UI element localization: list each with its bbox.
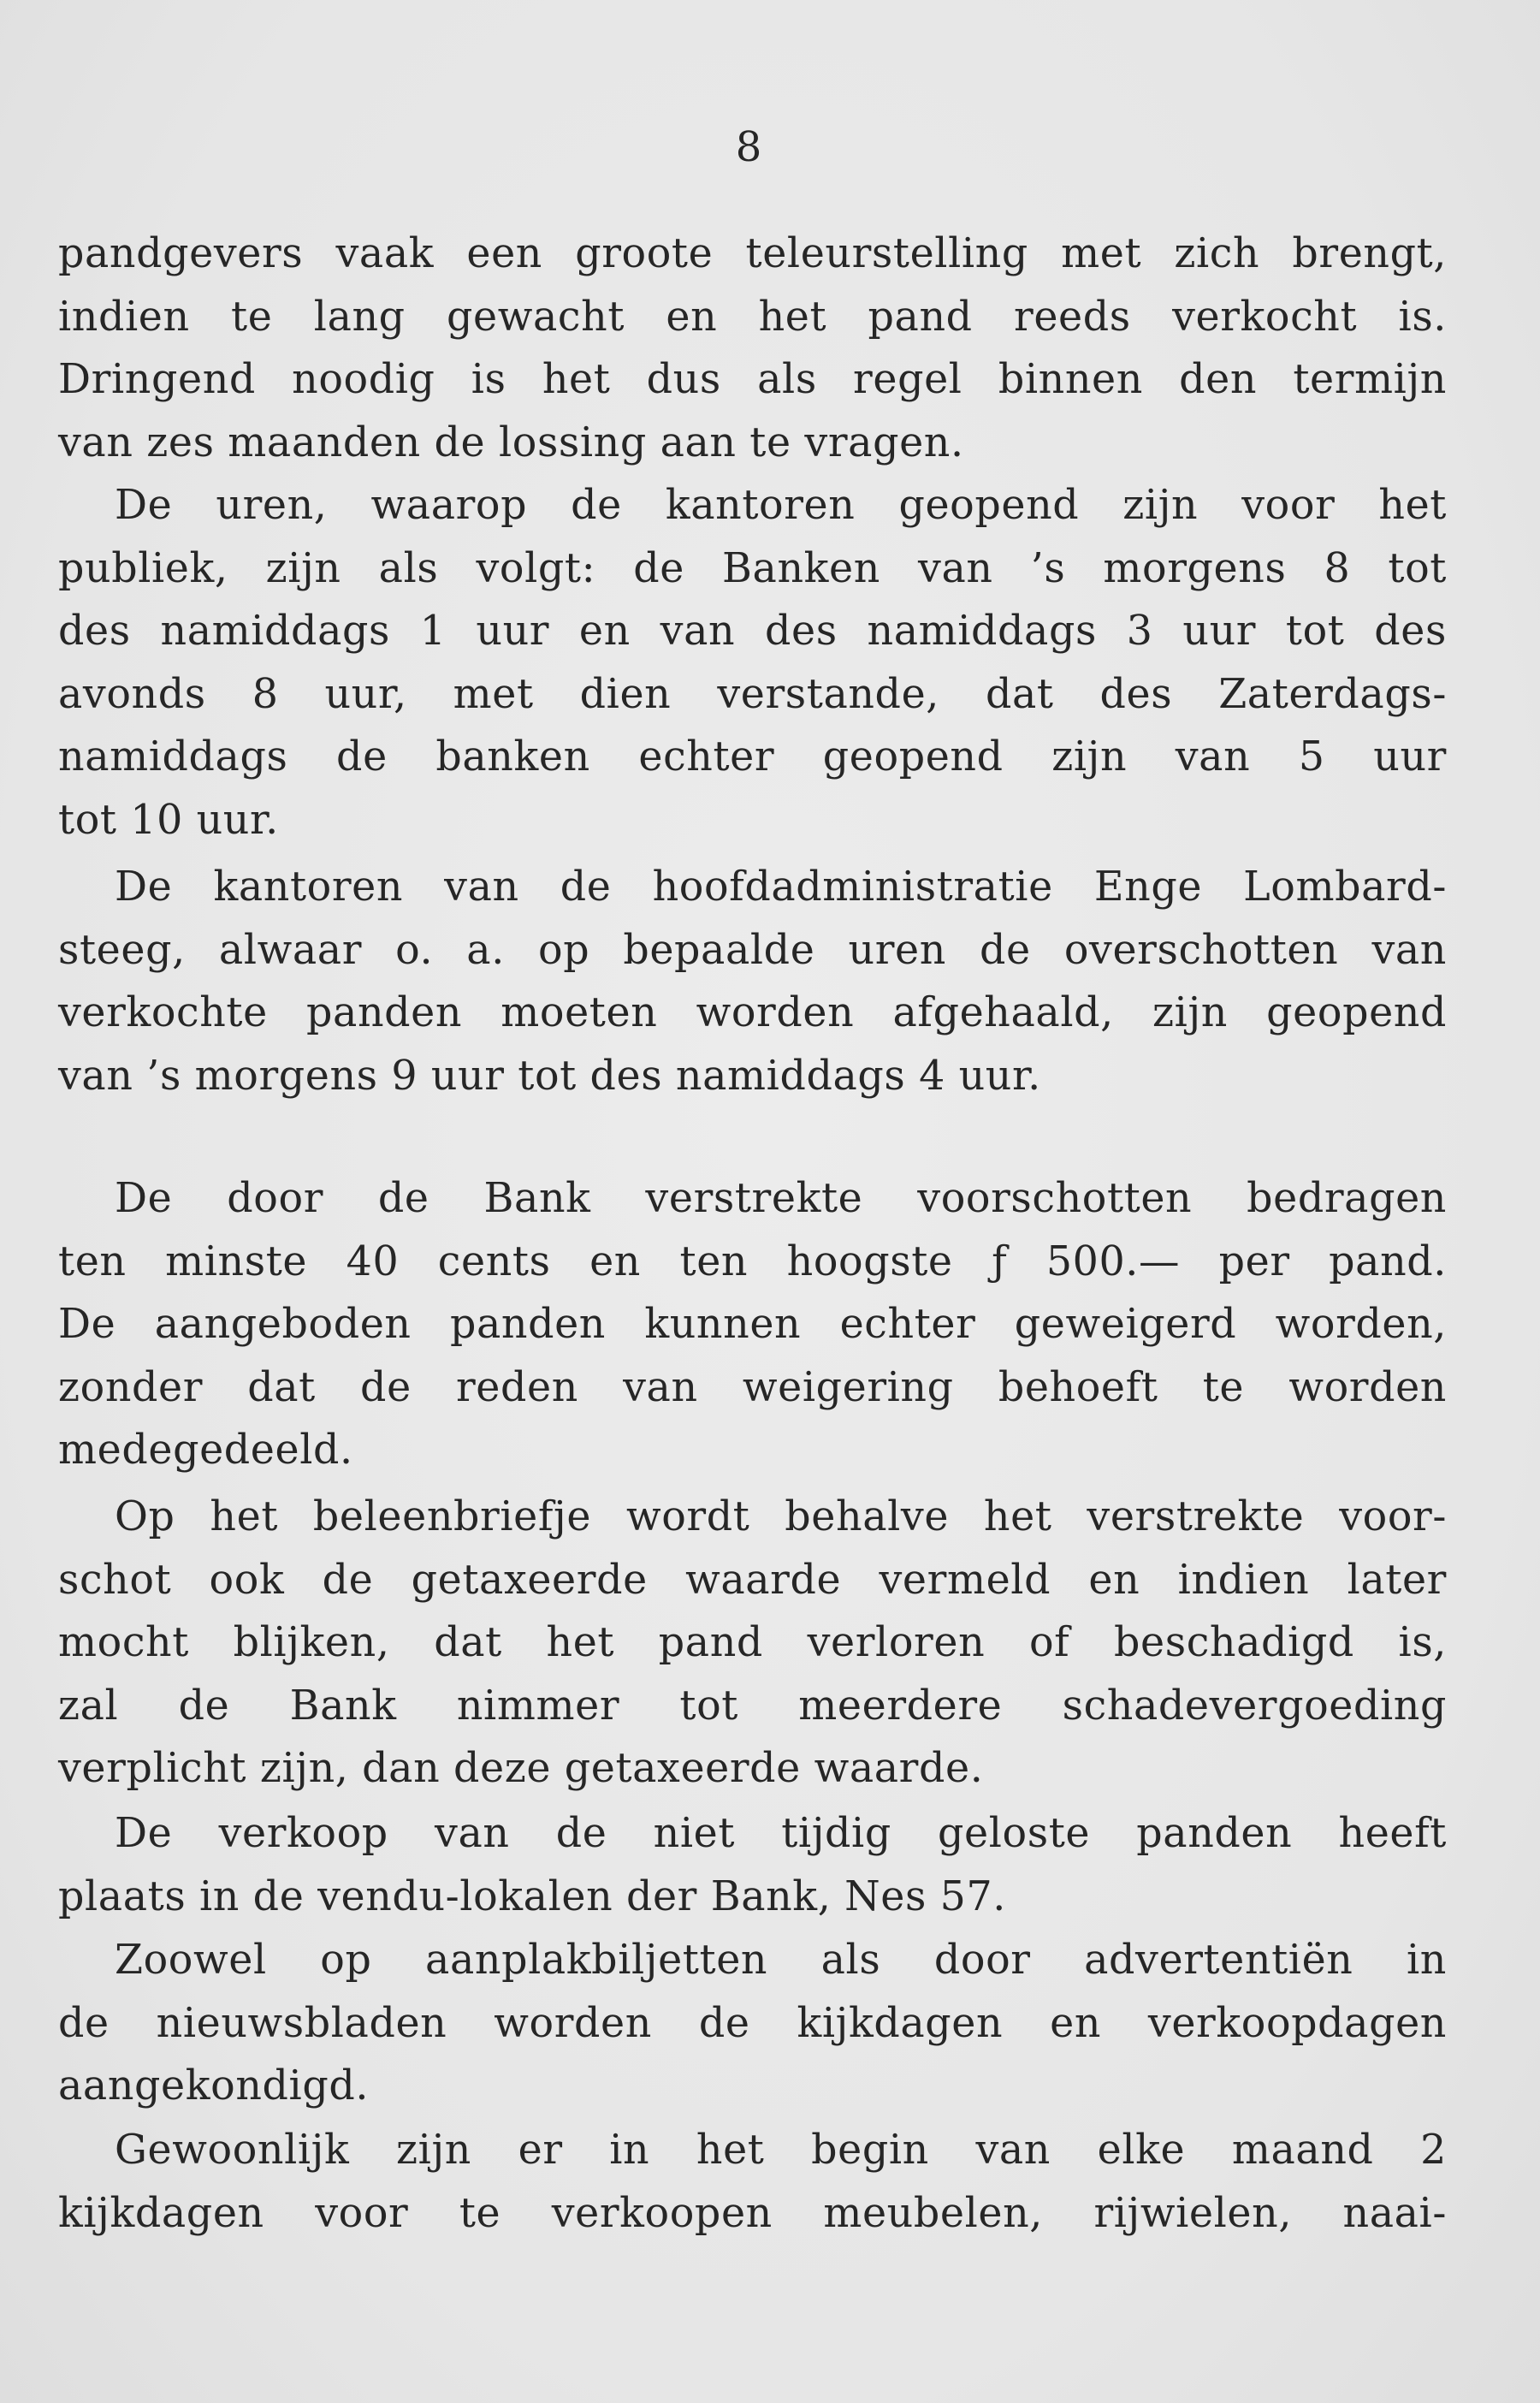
text-line: pandgevers vaak een groote teleurstelling met zich brengt,	[58, 230, 1447, 277]
text-line: kijkdagen voor te verkoopen meubelen, rijwielen, naai-	[58, 2189, 1447, 2237]
text-line: De door de Bank verstrekte voorschotten bedragen	[115, 1175, 1447, 1222]
text-line: tot 10 uur.	[58, 796, 279, 844]
paragraph-3	[58, 856, 1447, 1107]
text-line: van zes maanden de lossing aan te vragen.	[58, 418, 964, 466]
text-line: Dringend noodig is het dus als regel binnen den termijn	[58, 356, 1447, 403]
text-line: avonds 8 uur, met dien verstande, dat des Zaterdags-	[58, 670, 1447, 718]
text-line: de nieuwsbladen worden de kijkdagen en verkoopdagen	[58, 1999, 1447, 2047]
text-line: verkochte panden moeten worden afgehaald, zijn geopend	[58, 989, 1447, 1036]
page-number: 8	[735, 123, 762, 171]
paragraph-6	[58, 1802, 1447, 1928]
text-line: De aangeboden panden kunnen echter geweigerd worden,	[58, 1301, 1447, 1348]
text-line: Zoowel op aanplakbiljetten als door advertentiën in	[115, 1937, 1447, 1984]
text-line: medegedeeld.	[58, 1427, 353, 1474]
text-line: van ’s morgens 9 uur tot des namiddags 4 uur.	[58, 1052, 1041, 1100]
text-line: namiddags de banken echter geopend zijn van 5 uur	[58, 733, 1447, 780]
text-line: schot ook de getaxeerde waarde vermeld en indien later	[58, 1556, 1447, 1604]
text-line: De uren, waarop de kantoren geopend zijn voor het	[115, 482, 1447, 529]
paragraph-7	[58, 1929, 1447, 2118]
text-line: De verkoop van de niet tijdig geloste panden heeft	[115, 1810, 1447, 1857]
paragraph-2	[58, 474, 1447, 851]
text-line: steeg, alwaar o. a. op bepaalde uren de overschotten van	[58, 926, 1447, 974]
text-line: zonder dat de reden van weigering behoeft te worden	[58, 1363, 1447, 1411]
paragraph-5	[58, 1486, 1447, 1801]
text-line: publiek, zijn als volgt: de Banken van ’s morgens 8 tot	[58, 544, 1447, 592]
text-line: plaats in de vendu-lokalen der Bank, Nes 57.	[58, 1872, 1006, 1920]
text-line: ten minste 40 cents en ten hoogste ƒ 500.— per pand.	[58, 1237, 1447, 1285]
text-line: zal de Bank nimmer tot meerdere schadevergoeding	[58, 1682, 1447, 1730]
text-line: verplicht zijn, dan deze getaxeerde waarde.	[58, 1745, 984, 1792]
text-line: De kantoren van de hoofdadministratie Enge Lombard-	[115, 863, 1447, 911]
text-line: des namiddags 1 uur en van des namiddags 3 uur tot des	[58, 608, 1447, 655]
text-line: Gewoonlijk zijn er in het begin van elke maand 2	[115, 2127, 1447, 2174]
paragraph-8	[58, 2119, 1447, 2245]
paragraph-1	[58, 222, 1447, 474]
text-line: aangekondigd.	[58, 2062, 370, 2109]
text-line: Op het beleenbriefje wordt behalve het verstrekte voor-	[115, 1493, 1447, 1540]
text-line: mocht blijken, dat het pand verloren of beschadigd is,	[58, 1619, 1447, 1666]
text-line: indien te lang gewacht en het pand reeds verkocht is.	[58, 293, 1447, 341]
paragraph-4	[58, 1167, 1447, 1482]
